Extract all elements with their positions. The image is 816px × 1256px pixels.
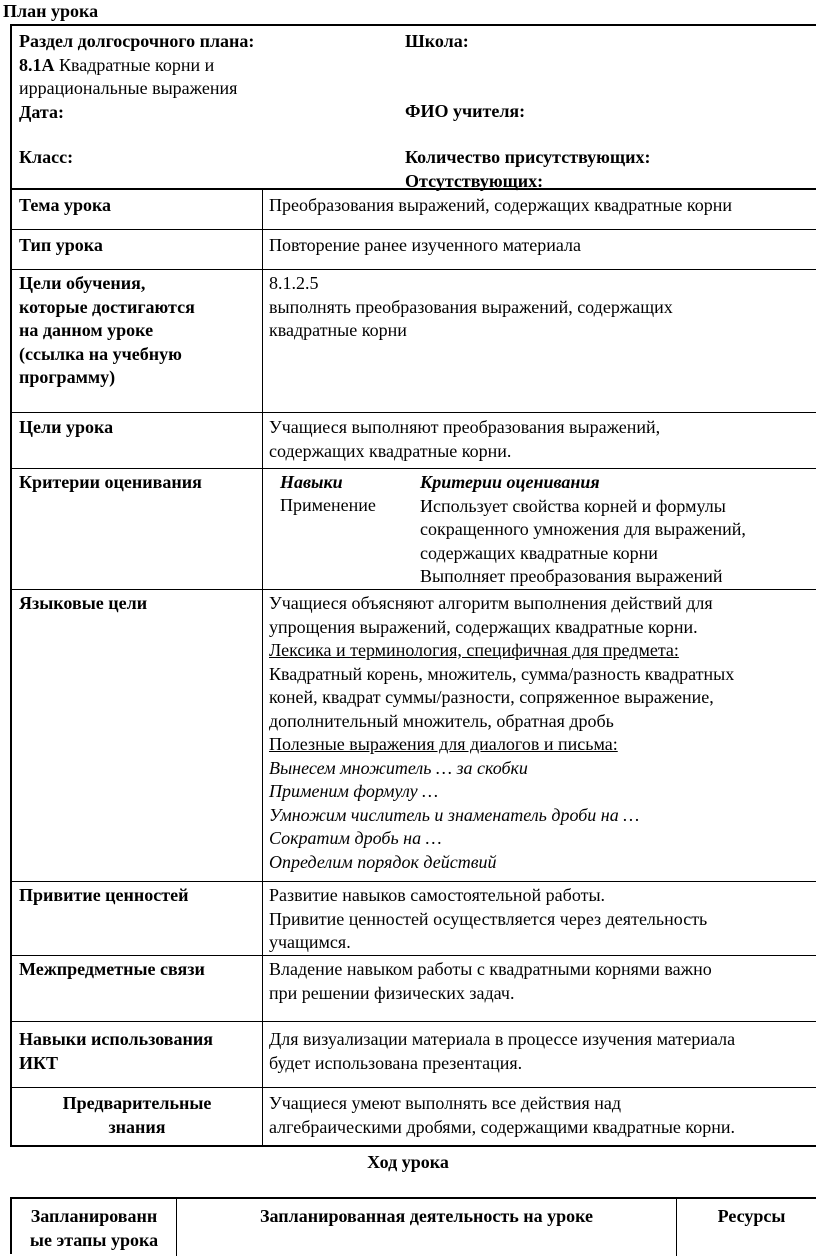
values-line: Привитие ценностей осуществляется через деятельность	[269, 908, 708, 929]
criteria-line: сокращенного умножения для выражений,	[420, 519, 746, 539]
row-language-goals	[12, 590, 816, 882]
criteria-label: Критерии оценивания	[19, 472, 202, 492]
phrases-heading: Полезные выражения для диалогов и письма:	[269, 734, 618, 754]
cross-line: Владение навыком работы с квадратными корнями важно	[269, 959, 712, 979]
row-type	[12, 230, 816, 270]
objectives-label-line: программу)	[19, 367, 116, 387]
objectives-value-line: выполнять преобразования выражений, содержащих	[269, 296, 673, 317]
criteria-line: Выполняет преобразования выражений	[420, 566, 723, 586]
values-line: Развитие навыков самостоятельной работы.	[269, 885, 606, 905]
language-intro-line: упрощения выражений, содержащих квадратные корни.	[269, 616, 698, 637]
ict-line: будет использована презентация.	[269, 1052, 523, 1073]
stages-header	[12, 1199, 177, 1256]
row-ict	[12, 1022, 816, 1088]
ict-label-line: ИКТ	[19, 1052, 59, 1073]
lesson-stages-table	[10, 1197, 816, 1254]
objectives-code: 8.1.2.5	[269, 273, 319, 293]
cross-line: при решении физических задач.	[269, 982, 515, 1003]
objectives-value-line: квадратные корни	[269, 320, 407, 340]
lesson-plan-table	[10, 24, 816, 1147]
absent-label: Отсутствующих:	[405, 170, 544, 191]
row-lesson-goals	[12, 413, 816, 469]
type-label: Тип урока	[19, 235, 103, 255]
criteria-line: содержащих квадратные корни	[420, 542, 658, 563]
date-label: Дата:	[19, 101, 64, 122]
stages-header-line: Запланированн	[30, 1206, 158, 1226]
class-label: Класс:	[19, 147, 74, 167]
phrase-line: Определим порядок действий	[269, 851, 497, 872]
attendance-cell	[405, 146, 651, 193]
ict-line: Для визуализации материала в процессе изучения материала	[269, 1029, 736, 1049]
prior-line: алгебраическими дробями, содержащими квадратные корни.	[269, 1116, 736, 1137]
objectives-label-line: которые достигаются	[19, 296, 195, 317]
row-objectives	[12, 270, 816, 413]
row-cross-curricular	[12, 956, 816, 1022]
section-label: Раздел долгосрочного плана:	[19, 31, 255, 51]
section-code: 8.1А	[19, 54, 55, 75]
activity-header: Запланированная деятельность на уроке	[177, 1199, 677, 1256]
row-criteria	[12, 469, 816, 590]
objectives-label-line: (ссылка на учебную	[19, 343, 182, 364]
criteria-header: Критерии оценивания	[420, 472, 600, 492]
prior-label-line: Предварительные	[62, 1093, 212, 1113]
stages-header-line: ые этапы урока	[29, 1229, 159, 1250]
lesson-goals-label: Цели урока	[19, 417, 114, 437]
present-label: Количество присутствующих:	[405, 147, 651, 167]
row-values	[12, 882, 816, 956]
cross-label: Межпредметные связи	[19, 959, 205, 979]
values-line: учащимся.	[269, 932, 351, 952]
section-topic-text: Квадратные корни и	[54, 54, 215, 75]
criteria-line: Использует свойства корней и формулы	[420, 495, 726, 516]
phrase-line: Сократим дробь на …	[269, 828, 442, 848]
objectives-label-line: на данном уроке	[19, 320, 154, 340]
vocab-line: Квадратный корень, множитель, сумма/разность квадратных	[269, 663, 735, 684]
phrase-line: Умножим числитель и знаменатель дроби на …	[269, 804, 640, 825]
lesson-goals-line: Учащиеся выполняют преобразования выражений,	[269, 417, 661, 437]
ict-label-line: Навыки использования	[19, 1029, 214, 1049]
language-intro-line: Учащиеся объясняют алгоритм выполнения действий для	[269, 593, 713, 613]
section-title: Ход урока	[367, 1152, 449, 1172]
vocab-line: коней, квадрат суммы/разности, сопряженное выражение,	[269, 687, 714, 707]
school-label: Школа:	[405, 31, 469, 51]
header-block	[12, 26, 816, 190]
document-title: План урока	[3, 1, 99, 21]
values-label: Привитие ценностей	[19, 885, 189, 905]
skills-header: Навыки	[280, 472, 343, 492]
type-value: Повторение ранее изученного материала	[269, 235, 582, 255]
objectives-label-line: Цели обучения,	[19, 273, 146, 293]
phrase-line: Применим формулу …	[269, 781, 439, 801]
section-cell	[19, 30, 399, 124]
section-topic-line1	[19, 54, 399, 78]
teacher-label: ФИО учителя:	[405, 101, 526, 121]
prior-line: Учащиеся умеют выполнять все действия над	[269, 1093, 622, 1113]
topic-value: Преобразования выражений, содержащих квадратные корни	[269, 195, 732, 215]
language-label: Языковые цели	[19, 593, 148, 613]
row-prior-knowledge	[12, 1088, 816, 1147]
lesson-goals-line: содержащих квадратные корни.	[269, 440, 512, 461]
skill-value: Применение	[280, 495, 376, 515]
prior-label-line: знания	[108, 1116, 166, 1137]
resources-header: Ресурсы	[717, 1206, 786, 1226]
row-topic	[12, 190, 816, 230]
vocab-line: дополнительный множитель, обратная дробь	[269, 710, 614, 731]
vocab-heading: Лексика и терминология, специфичная для предмета:	[269, 640, 679, 660]
section-topic-line2: иррациональные выражения	[19, 78, 238, 98]
phrase-line: Вынесем множитель … за скобки	[269, 757, 528, 778]
topic-label: Тема урока	[19, 195, 112, 215]
